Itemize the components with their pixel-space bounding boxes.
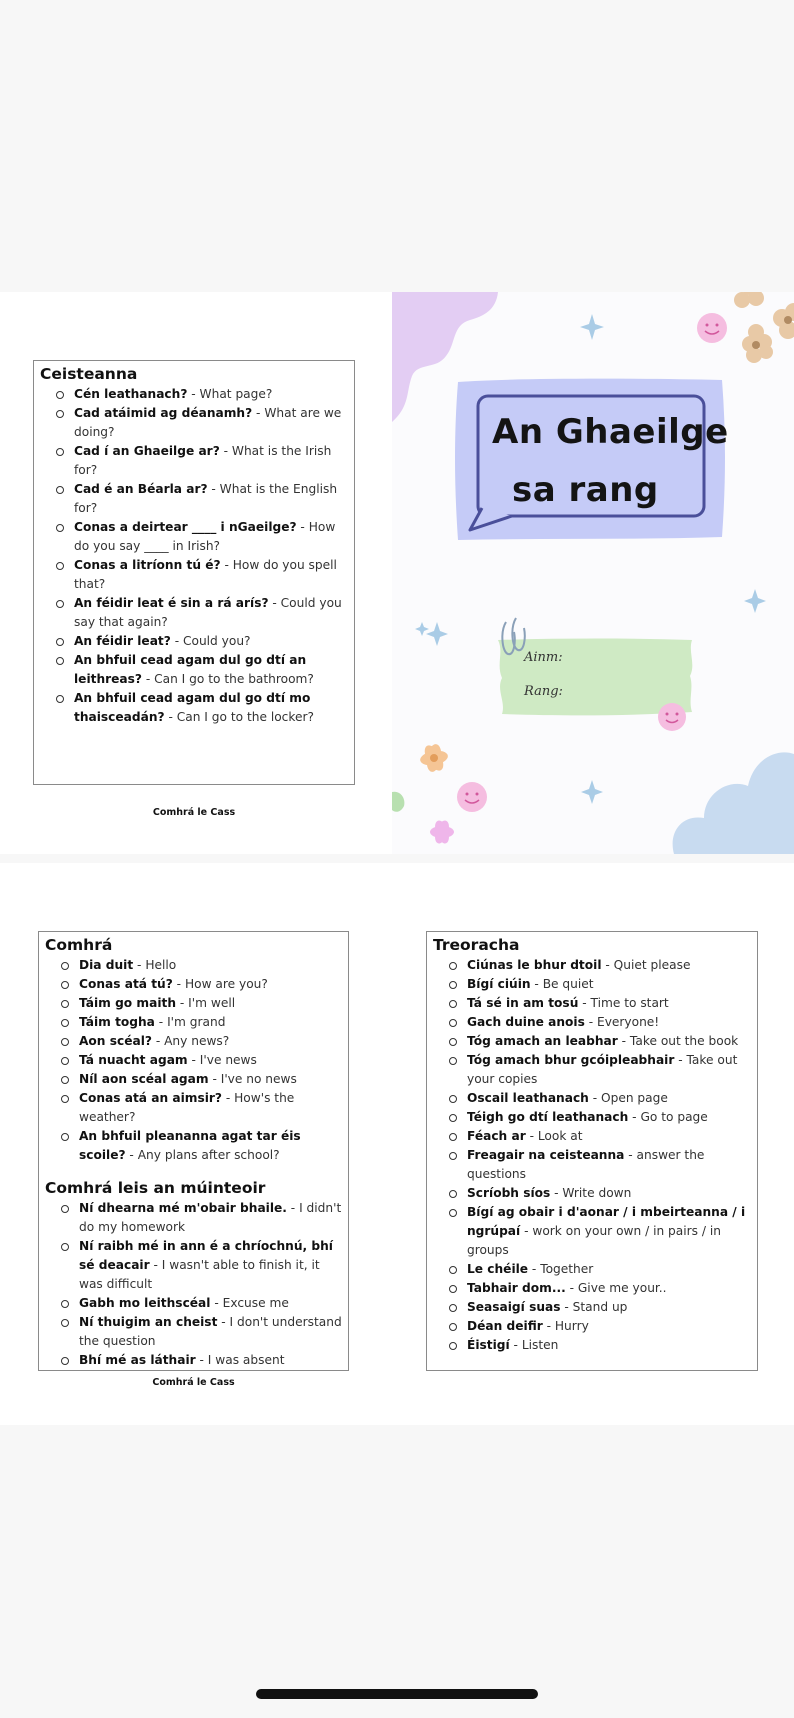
title-speech-bubble	[455, 379, 725, 540]
cover-title-line2: sa rang	[512, 470, 659, 510]
list-item	[449, 1089, 751, 1108]
ceisteanna-heading: Ceisteanna	[40, 365, 138, 383]
english-translation: - What is the English for?	[74, 482, 338, 515]
english-translation: - Go to page	[628, 1110, 708, 1124]
english-translation: - What are we doing?	[74, 406, 342, 439]
list-item	[61, 1237, 342, 1294]
english-translation: - Write down	[550, 1186, 632, 1200]
flower-decoration	[734, 292, 794, 363]
list-item	[56, 556, 348, 594]
list-item	[56, 385, 348, 404]
english-translation: - Be quiet	[530, 977, 594, 991]
cloud-decoration	[673, 752, 794, 854]
list-item	[61, 1127, 342, 1165]
english-translation: - answer the questions	[467, 1148, 705, 1181]
english-translation: - How do you say ____ in Irish?	[74, 520, 336, 553]
english-translation: - Everyone!	[584, 1015, 660, 1029]
name-label: Ainm:	[524, 650, 563, 665]
list-item	[56, 404, 348, 442]
irish-phrase: Bhí mé as láthair	[79, 1353, 196, 1367]
class-label: Rang:	[524, 684, 563, 699]
english-translation: - Take out the book	[617, 1034, 739, 1048]
english-translation: - I wasn't able to finish it, it was difficult	[79, 1258, 320, 1291]
irish-phrase: Ciúnas le bhur dtoil	[467, 958, 602, 972]
list-item	[449, 1127, 751, 1146]
list-item	[449, 1051, 751, 1089]
list-item	[61, 1051, 342, 1070]
smiley-face-decoration	[457, 782, 487, 812]
irish-phrase: Ní raibh mé in ann é a chríochnú, bhí sé deacair	[79, 1239, 333, 1272]
smiley-face-decoration	[658, 703, 686, 731]
english-translation: - Can I go to the locker?	[164, 710, 314, 724]
irish-phrase: Dia duit	[79, 958, 134, 972]
list-item	[56, 518, 348, 556]
smiley-face-decoration	[697, 313, 727, 343]
irish-phrase: Cad atáimid ag déanamh?	[74, 406, 253, 420]
english-translation: - I've no news	[208, 1072, 297, 1086]
irish-phrase: Le chéile	[467, 1262, 529, 1276]
comhra-teacher-heading: Comhrá leis an múinteoir	[45, 1179, 266, 1197]
english-translation: - How do you spell that?	[74, 558, 337, 591]
english-translation: - Take out your copies	[467, 1053, 738, 1086]
irish-phrase: Tá nuacht agam	[79, 1053, 188, 1067]
list-item	[61, 956, 342, 975]
name-label-tape	[498, 618, 692, 715]
english-translation: - Can I go to the bathroom?	[141, 672, 314, 686]
list-item	[449, 1279, 751, 1298]
list-item	[61, 1294, 342, 1313]
english-translation: - Stand up	[560, 1300, 628, 1314]
list-item	[449, 1146, 751, 1184]
list-item	[56, 689, 348, 727]
irish-phrase: Conas a deirtear ____ i nGaeilge?	[74, 520, 297, 534]
english-translation: - Look at	[525, 1129, 583, 1143]
irish-phrase: Oscail leathanach	[467, 1091, 589, 1105]
english-translation: - I've news	[187, 1053, 257, 1067]
list-item	[61, 975, 342, 994]
list-item	[449, 1298, 751, 1317]
treoracha-list	[433, 956, 751, 1355]
list-item	[449, 1032, 751, 1051]
list-item	[61, 1089, 342, 1127]
english-translation: - Open page	[588, 1091, 668, 1105]
irish-phrase: Gabh mo leithscéal	[79, 1296, 211, 1310]
list-item	[449, 994, 751, 1013]
list-item	[61, 1032, 342, 1051]
ceisteanna-list	[40, 385, 348, 727]
english-translation: - Time to start	[578, 996, 669, 1010]
english-translation: - Listen	[509, 1338, 559, 1352]
english-translation: - I'm grand	[154, 1015, 226, 1029]
page-footer: Comhrá le Cass	[152, 807, 236, 818]
list-item	[449, 1336, 751, 1355]
list-item	[449, 1260, 751, 1279]
cover-decoration	[392, 292, 794, 854]
english-translation: - What page?	[187, 387, 273, 401]
list-item	[56, 594, 348, 632]
english-translation: - I don't understand the question	[79, 1315, 342, 1348]
english-translation: - Excuse me	[210, 1296, 289, 1310]
irish-phrase: Táim togha	[79, 1015, 155, 1029]
list-item	[61, 1351, 342, 1370]
list-item	[61, 994, 342, 1013]
irish-phrase: Tóg amach bhur gcóipleabhair	[467, 1053, 675, 1067]
english-translation: - Hello	[133, 958, 177, 972]
irish-phrase: Seasaigí suas	[467, 1300, 561, 1314]
english-translation: - Any plans after school?	[125, 1148, 280, 1162]
page-footer: Comhrá le Cass	[152, 1377, 235, 1388]
irish-phrase: Bígí ag obair i d'aonar / i mbeirteanna / i ngrúpaí	[467, 1205, 746, 1238]
irish-phrase: Níl aon scéal agam	[79, 1072, 209, 1086]
english-translation: - Could you?	[170, 634, 251, 648]
irish-phrase: An bhfuil cead agam dul go dtí an leithreas?	[74, 653, 307, 686]
list-item	[61, 1070, 342, 1089]
list-item	[61, 1013, 342, 1032]
irish-phrase: An bhfuil cead agam dul go dtí mo thaisceadán?	[74, 691, 311, 724]
treoracha-box	[426, 931, 758, 1371]
english-translation: - Give me your..	[565, 1281, 667, 1295]
irish-phrase: Tá sé in am tosú	[467, 996, 579, 1010]
english-translation: - Any news?	[151, 1034, 230, 1048]
irish-phrase: An féidir leat?	[74, 634, 171, 648]
english-translation: - I'm well	[176, 996, 236, 1010]
english-translation: - Could you say that again?	[74, 596, 342, 629]
irish-phrase: Aon scéal?	[79, 1034, 152, 1048]
irish-phrase: Gach duine anois	[467, 1015, 585, 1029]
irish-phrase: Téigh go dtí leathanach	[467, 1110, 629, 1124]
treoracha-heading: Treoracha	[433, 936, 520, 954]
list-item	[56, 651, 348, 689]
irish-phrase: Conas a litríonn tú é?	[74, 558, 221, 572]
page-spread-1	[0, 292, 794, 854]
flower-decoration	[392, 742, 454, 845]
list-item	[56, 632, 348, 651]
irish-phrase: Conas atá tú?	[79, 977, 173, 991]
list-item	[449, 1108, 751, 1127]
irish-phrase: Déan deifir	[467, 1319, 543, 1333]
irish-phrase: Tóg amach an leabhar	[467, 1034, 618, 1048]
irish-phrase: Bígí ciúin	[467, 977, 531, 991]
list-item	[56, 442, 348, 480]
list-item	[449, 975, 751, 994]
ceisteanna-box	[33, 360, 355, 785]
irish-phrase: Conas atá an aimsir?	[79, 1091, 222, 1105]
english-translation: - Together	[528, 1262, 594, 1276]
english-translation: - Quiet please	[601, 958, 691, 972]
list-item	[449, 956, 751, 975]
irish-phrase: Éistigí	[467, 1338, 510, 1352]
comhra-heading: Comhrá	[45, 936, 113, 954]
irish-phrase: Cén leathanach?	[74, 387, 188, 401]
irish-phrase: Táim go maith	[79, 996, 177, 1010]
list-item	[449, 1203, 751, 1260]
irish-phrase: Cad é an Béarla ar?	[74, 482, 208, 496]
list-item	[449, 1317, 751, 1336]
english-translation: - How's the weather?	[79, 1091, 295, 1124]
irish-phrase: An bhfuil pleananna agat tar éis scoile?	[79, 1129, 301, 1162]
list-item	[449, 1184, 751, 1203]
english-translation: - Hurry	[542, 1319, 589, 1333]
english-translation: - How are you?	[172, 977, 268, 991]
list-item	[449, 1013, 751, 1032]
list-item	[61, 1313, 342, 1351]
irish-phrase: An féidir leat é sin a rá arís?	[74, 596, 269, 610]
cover-panel	[392, 292, 794, 854]
irish-phrase: Scríobh síos	[467, 1186, 551, 1200]
english-translation: - I didn't do my homework	[79, 1201, 342, 1234]
english-translation: - What is the Irish for?	[74, 444, 332, 477]
irish-phrase: Ní thuigim an cheist	[79, 1315, 218, 1329]
english-translation: - work on your own / in pairs / in groups	[467, 1224, 721, 1257]
irish-phrase: Féach ar	[467, 1129, 526, 1143]
irish-phrase: Tabhair dom...	[467, 1281, 566, 1295]
page-spread-2	[0, 863, 794, 1425]
irish-phrase: Cad í an Ghaeilge ar?	[74, 444, 220, 458]
irish-phrase: Ní dhearna mé m'obair bhaile.	[79, 1201, 287, 1215]
irish-phrase: Freagair na ceisteanna	[467, 1148, 625, 1162]
list-item	[56, 480, 348, 518]
cover-title-line1: An Ghaeilge	[492, 412, 729, 452]
comhra-teacher-list	[45, 1199, 342, 1370]
comhra-list	[45, 956, 342, 1165]
home-indicator[interactable]	[256, 1689, 538, 1699]
comhra-box	[38, 931, 349, 1371]
list-item	[61, 1199, 342, 1237]
english-translation: - I was absent	[195, 1353, 285, 1367]
